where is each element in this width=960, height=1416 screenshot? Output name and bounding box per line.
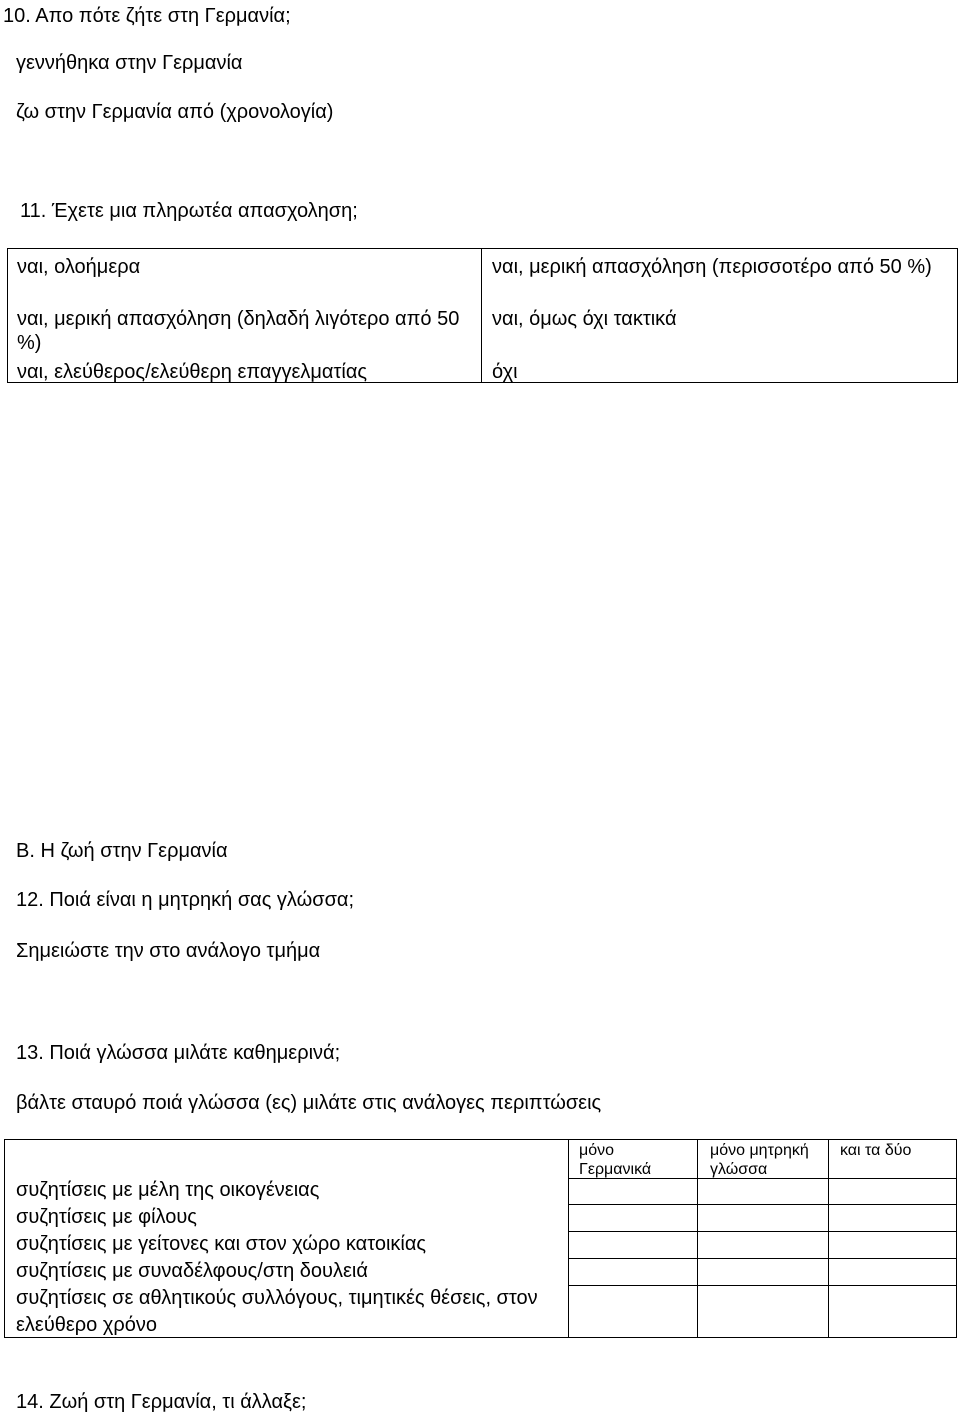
q12-title: 12. Ποιά είναι η μητρηκή σας γλώσσα; (16, 889, 355, 911)
q13-row-colleagues: συζητίσεις με συναδέλφους/στη δουλειά (16, 1260, 368, 1282)
q11-column-divider (481, 249, 482, 382)
q13-divider-1 (568, 1140, 569, 1337)
q13-note: βάλτε σταυρό ποιά γλώσσα (ες) μιλάτε στις ανάλογες περιπτώσεις (16, 1092, 602, 1114)
q13-col-german-only: μόνο Γερμανικά (579, 1142, 652, 1178)
q13-rowline-5 (568, 1285, 956, 1286)
q13-language-table (4, 1139, 957, 1338)
q13-row-neighbours: συζητίσεις με γείτονες και στον χώρο κατοικίας (16, 1233, 427, 1255)
q11-option-irregular[interactable]: ναι, όμως όχι τακτικά (492, 308, 677, 330)
q11-option-parttime-more[interactable]: ναι, μερική απασχόληση (περισσοτέρο από 50 %) (492, 256, 932, 278)
q13-row-family: συζητίσεις με μέλη της οικογένειας (16, 1179, 320, 1201)
q13-rowline-4 (568, 1258, 956, 1259)
q13-divider-2 (697, 1140, 698, 1337)
q10-option-born: γεννήθηκα στην Γερμανία (16, 52, 243, 74)
q13-rowline-2 (568, 1204, 956, 1205)
q13-col-mother-tongue-only: μόνο μητρηκή γλώσσα (710, 1142, 809, 1178)
q13-title: 13. Ποιά γλώσσα μιλάτε καθημερινά; (16, 1042, 341, 1064)
q14-title: 14. Ζωή στη Γερμανία, τι άλλαξε; (16, 1391, 307, 1413)
q13-row-leisure: συζητίσεις σε αθλητικούς συλλόγους, τιμητικές θέσεις, στον ελεύθερο χρόνο (16, 1287, 538, 1336)
section-b-title: Β. Η ζωή στην Γερμανία (16, 840, 228, 862)
q10-option-living-since: ζω στην Γερμανία από (χρονολογία) (16, 101, 334, 123)
q11-option-fulltime[interactable]: ναι, ολοήμερα (17, 256, 141, 278)
q11-options-table (7, 248, 958, 383)
q13-col-both: και τα δύο (840, 1142, 912, 1159)
q11-option-no[interactable]: όχι (492, 361, 518, 383)
q13-row-friends: συζητίσεις με φίλους (16, 1206, 197, 1228)
q12-note: Σημειώστε την στο ανάλογο τμήμα (16, 940, 321, 962)
q13-divider-3 (828, 1140, 829, 1337)
q11-option-parttime-less[interactable]: ναι, μερική απασχόληση (δηλαδή λιγότερο από 50 %) (17, 308, 460, 354)
q10-title: 10. Απο πότε ζήτε στη Γερμανία; (3, 5, 291, 27)
q11-option-freelance[interactable]: ναι, ελεύθερος/ελεύθερη επαγγελματίας (17, 361, 368, 383)
q11-title: 11. Έχετε μια πληρωτέα απασχοληση; (20, 200, 358, 222)
q13-rowline-3 (568, 1231, 956, 1232)
